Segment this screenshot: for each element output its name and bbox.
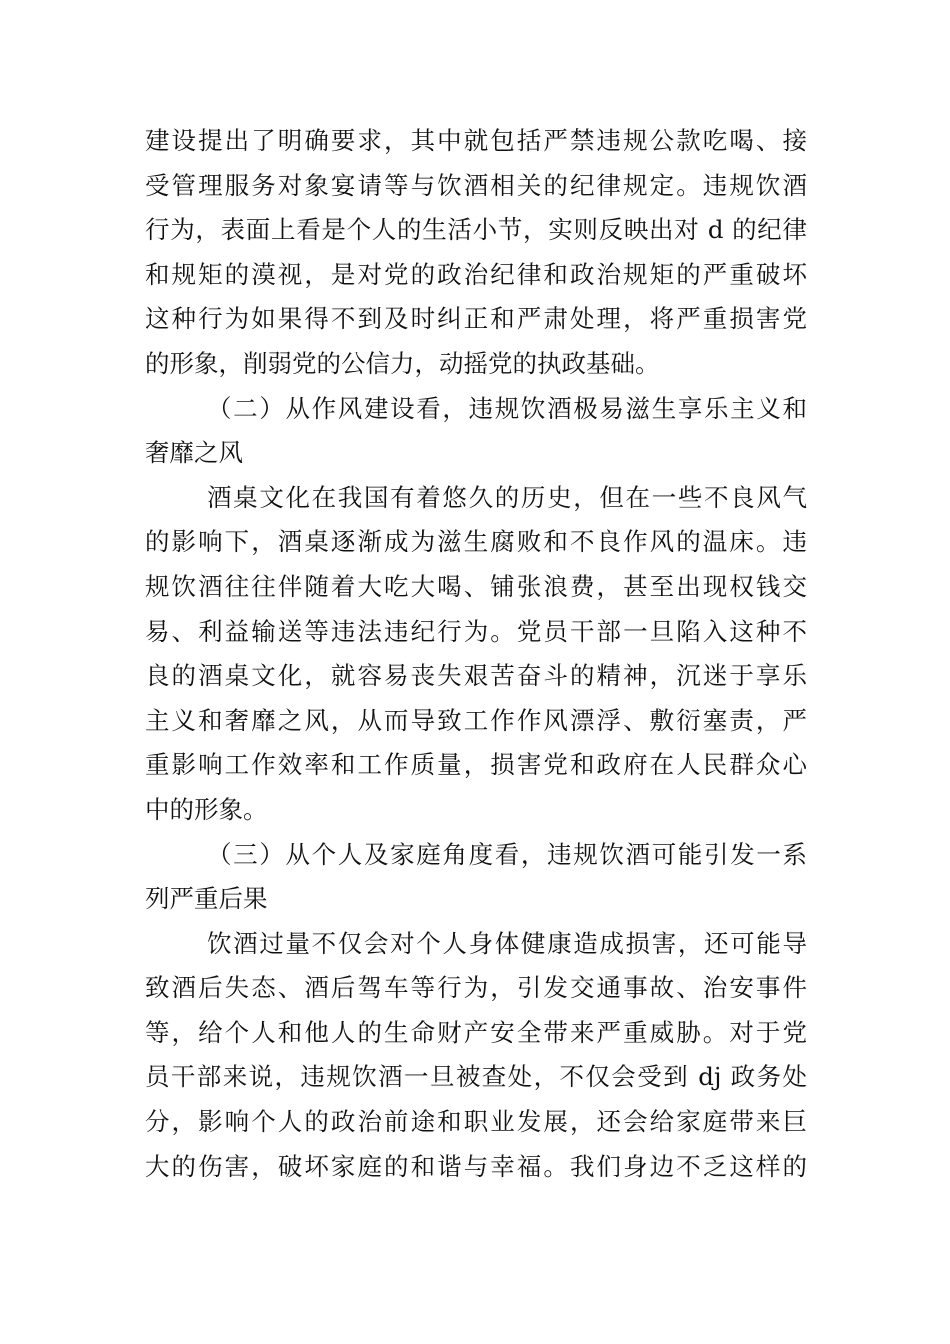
heading-line: （二）从作风建设看，违规饮酒极易滋生享乐主义和 [207, 393, 807, 423]
section-heading-3 [145, 833, 807, 922]
text-line: 大的伤害，破坏家庭的和谐与幸福。我们身边不乏这样的 [145, 1151, 807, 1181]
text-line: 良的酒桌文化，就容易丧失艰苦奋斗的精神，沉迷于享乐 [145, 661, 807, 691]
text-line: 致酒后失态、酒后驾车等行为，引发交通事故、治安事件 [145, 973, 807, 1003]
document-body [145, 119, 807, 1189]
text-line: 员干部来说，违规饮酒一旦被查处，不仅会受到 dj 政务处 [145, 1062, 807, 1092]
section-heading-2 [145, 387, 807, 476]
text-line: 重影响工作效率和工作质量，损害党和政府在人民群众心 [145, 750, 807, 780]
text-line: 行为，表面上看是个人的生活小节，实则反映出对 d 的纪律 [145, 215, 807, 245]
text-line: 受管理服务对象宴请等与饮酒相关的纪律规定。违规饮酒 [145, 170, 807, 200]
text-line: 这种行为如果得不到及时纠正和严肃处理，将严重损害党 [145, 304, 807, 334]
text-line: 易、利益输送等违法违纪行为。党员干部一旦陷入这种不 [145, 616, 807, 646]
text-line: 分，影响个人的政治前途和职业发展，还会给家庭带来巨 [145, 1107, 807, 1137]
text-line: 等，给个人和他人的生命财产安全带来严重威胁。对于党 [145, 1017, 807, 1047]
paragraph-discipline-continuation [145, 119, 807, 387]
text-line: 规饮酒往往伴随着大吃大喝、铺张浪费，甚至出现权钱交 [145, 571, 807, 601]
heading-line: 奢靡之风 [145, 438, 243, 468]
paragraph-drinking-culture [145, 476, 807, 833]
heading-line: 列严重后果 [145, 884, 268, 914]
text-line: 酒桌文化在我国有着悠久的历史，但在一些不良风气 [207, 482, 807, 512]
paragraph-personal-consequences [145, 922, 807, 1190]
text-line: 的形象，削弱党的公信力，动摇党的执政基础。 [145, 348, 660, 378]
text-line: 的影响下，酒桌逐渐成为滋生腐败和不良作风的温床。违 [145, 527, 807, 557]
text-line: 和规矩的漠视，是对党的政治纪律和政治规矩的严重破坏 [145, 259, 807, 289]
heading-line: （三）从个人及家庭角度看，违规饮酒可能引发一系 [207, 839, 807, 869]
text-line: 中的形象。 [145, 794, 268, 824]
text-line: 主义和奢靡之风，从而导致工作作风漂浮、敷衍塞责，严 [145, 705, 807, 735]
text-line: 饮酒过量不仅会对个人身体健康造成损害，还可能导 [207, 928, 807, 958]
text-line: 建设提出了明确要求，其中就包括严禁违规公款吃喝、接 [145, 126, 807, 155]
